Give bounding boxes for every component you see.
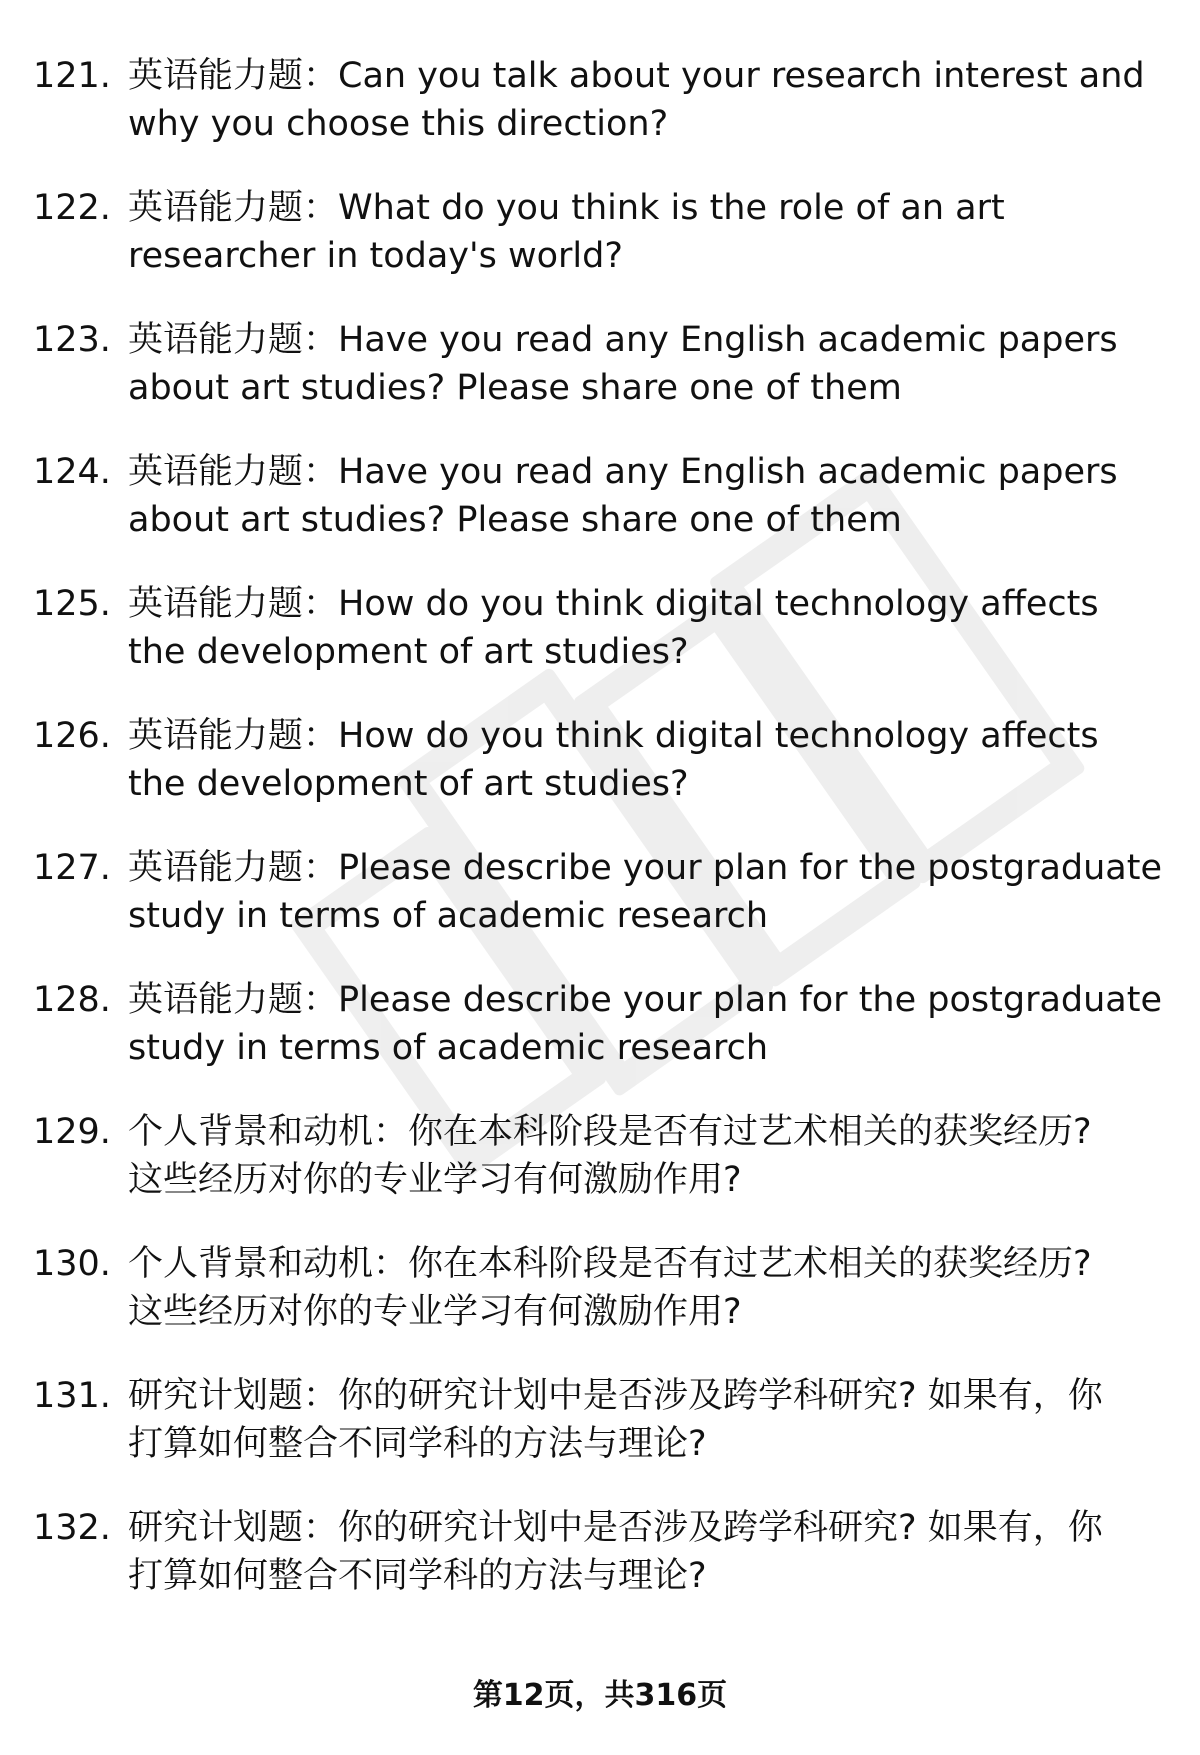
question-line-1: 英语能力题：What do you think is the role of an art: [128, 188, 1005, 228]
question-line-2: about art studies? Please share one of them: [128, 500, 902, 540]
question-line-1: 研究计划题：你的研究计划中是否涉及跨学科研究? 如果有，你: [128, 1508, 1103, 1548]
question-line-2: 打算如何整合不同学科的方法与理论?: [128, 1424, 707, 1464]
question-line-1: 英语能力题：Have you read any English academic papers: [128, 320, 1118, 360]
question-line-2: study in terms of academic research: [128, 1028, 769, 1068]
question-number: 123.: [33, 320, 111, 360]
question-line-1: 英语能力题：How do you think digital technology affects: [128, 716, 1099, 756]
question-number: 122.: [33, 188, 111, 228]
question-line-2: researcher in today's world?: [128, 236, 623, 276]
question-text: [128, 1504, 1168, 1600]
question-number: 125.: [33, 584, 111, 624]
question-line-2: the development of art studies?: [128, 632, 689, 672]
question-line-2: about art studies? Please share one of them: [128, 368, 902, 408]
question-line-1: 英语能力题：Can you talk about your research interest and: [128, 56, 1145, 96]
question-text: [128, 580, 1168, 676]
question-line-1: 个人背景和动机：你在本科阶段是否有过艺术相关的获奖经历?: [128, 1112, 1092, 1152]
question-number: 127.: [33, 848, 111, 888]
question-line-1: 英语能力题：How do you think digital technology affects: [128, 584, 1099, 624]
question-number: 130.: [33, 1244, 111, 1284]
question-number: 121.: [33, 56, 111, 96]
question-number: 129.: [33, 1112, 111, 1152]
question-line-2: 这些经历对你的专业学习有何激励作用?: [128, 1292, 742, 1332]
question-number: 124.: [33, 452, 111, 492]
question-text: [128, 316, 1168, 412]
question-text: [128, 52, 1168, 148]
question-line-1: 个人背景和动机：你在本科阶段是否有过艺术相关的获奖经历?: [128, 1244, 1092, 1284]
question-line-2: 打算如何整合不同学科的方法与理论?: [128, 1556, 707, 1596]
question-line-1: 英语能力题：Please describe your plan for the postgraduate: [128, 980, 1163, 1020]
question-line-1: 英语能力题：Have you read any English academic papers: [128, 452, 1118, 492]
question-text: [128, 976, 1168, 1072]
question-line-2: 这些经历对你的专业学习有何激励作用?: [128, 1160, 742, 1200]
question-line-1: 英语能力题：Please describe your plan for the postgraduate: [128, 848, 1163, 888]
question-text: [128, 1372, 1168, 1468]
question-number: 132.: [33, 1508, 111, 1548]
question-line-2: why you choose this direction?: [128, 104, 669, 144]
page-number-footer: 第12页，共316页: [472, 1678, 728, 1713]
question-text: [128, 712, 1168, 808]
question-text: [128, 1240, 1168, 1336]
question-text: [128, 448, 1168, 544]
question-line-2: study in terms of academic research: [128, 896, 769, 936]
question-text: [128, 184, 1168, 280]
question-text: [128, 844, 1168, 940]
question-number: 128.: [33, 980, 111, 1020]
question-number: 126.: [33, 716, 111, 756]
question-line-2: the development of art studies?: [128, 764, 689, 804]
question-line-1: 研究计划题：你的研究计划中是否涉及跨学科研究? 如果有，你: [128, 1376, 1103, 1416]
question-text: [128, 1108, 1168, 1204]
question-number: 131.: [33, 1376, 111, 1416]
